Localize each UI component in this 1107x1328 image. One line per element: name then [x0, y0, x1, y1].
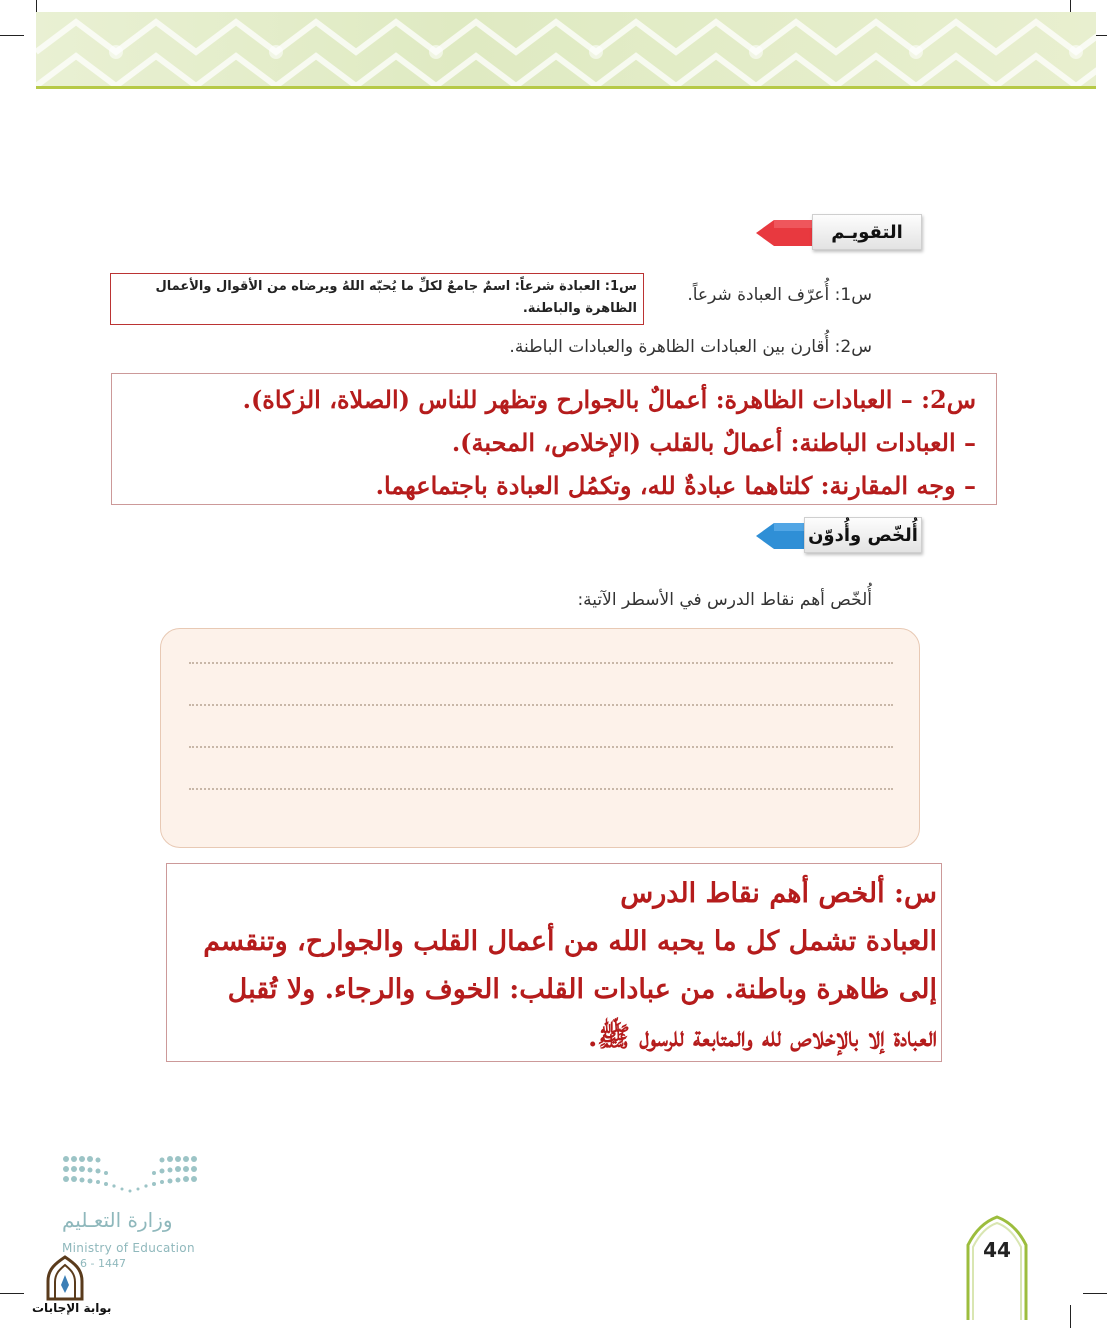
writing-line	[189, 788, 893, 790]
edition-year: 6 - 1447	[80, 1257, 126, 1270]
crop-mark	[1070, 1305, 1071, 1328]
answer-2-line-3: – وجه المقارنة: كلتاهما عبادةٌ لله، وتكمُل العبادة باجتماعهما.	[375, 471, 976, 500]
header-rule	[36, 86, 1096, 89]
summary-writing-box[interactable]	[160, 628, 920, 848]
ministry-logo-icon	[62, 1153, 198, 1199]
summary-answer-line-2: العبادة تشمل كل ما يحبه الله من أعمال القلب والجوارح، وتنقسم	[203, 926, 937, 957]
answer-2-line-1: س2: – العبادات الظاهرة: أعمالٌ بالجوارح وتظهر للناس (الصلاة، الزكاة).	[242, 385, 976, 414]
summary-answer-box	[166, 863, 942, 1062]
writing-line	[189, 662, 893, 664]
summary-answer-line-1: س: ألخص أهم نقاط الدرس	[620, 878, 937, 909]
evaluation-tab-label: التقويـم	[812, 214, 922, 250]
crop-mark	[0, 35, 24, 36]
crop-mark	[1083, 1293, 1107, 1294]
page-number: 44	[983, 1238, 1011, 1262]
header-pattern-band	[36, 12, 1096, 86]
summary-tab	[756, 517, 922, 553]
portal-label: بوابة الإجابات	[32, 1301, 112, 1315]
summary-instruction: أُلخّص أهم نقاط الدرس في الأسطر الآتية:	[577, 590, 872, 610]
summary-answer-line-3: إلى ظاهرة وباطنة. من عبادات القلب: الخوف والرجاء. ولا تُقبل	[227, 974, 937, 1005]
crop-mark	[0, 1293, 24, 1294]
writing-line	[189, 704, 893, 706]
answer-1-box: س1: العبادة شرعاً: اسمٌ جامعٌ لكلِّ ما يُحبّه اللهُ ويرضاه من الأقوال والأعمال الظاهرة والباطنة.	[110, 273, 644, 325]
ministry-name-arabic: وزارة التعـليم	[62, 1208, 173, 1232]
portal-logo-icon	[44, 1255, 86, 1301]
summary-answer-line-4: العبادة إلا بالإخلاص لله والمتابعة للرسول ﷺ.	[588, 1022, 937, 1053]
question-1: س1: أُعرّف العبادة شرعاً.	[687, 285, 872, 305]
page-number-tab	[966, 1215, 1028, 1320]
evaluation-tab	[756, 214, 922, 250]
ministry-name-english: Ministry of Education	[62, 1241, 195, 1255]
question-2: س2: أُقارن بين العبادات الظاهرة والعبادات الباطنة.	[509, 337, 872, 357]
writing-line	[189, 746, 893, 748]
answer-2-line-2: – العبادات الباطنة: أعمالٌ بالقلب (الإخلاص، المحبة).	[451, 428, 976, 457]
summary-tab-label: أُلخّص وأُدوّن	[804, 517, 922, 553]
answer-2-box	[111, 373, 997, 505]
